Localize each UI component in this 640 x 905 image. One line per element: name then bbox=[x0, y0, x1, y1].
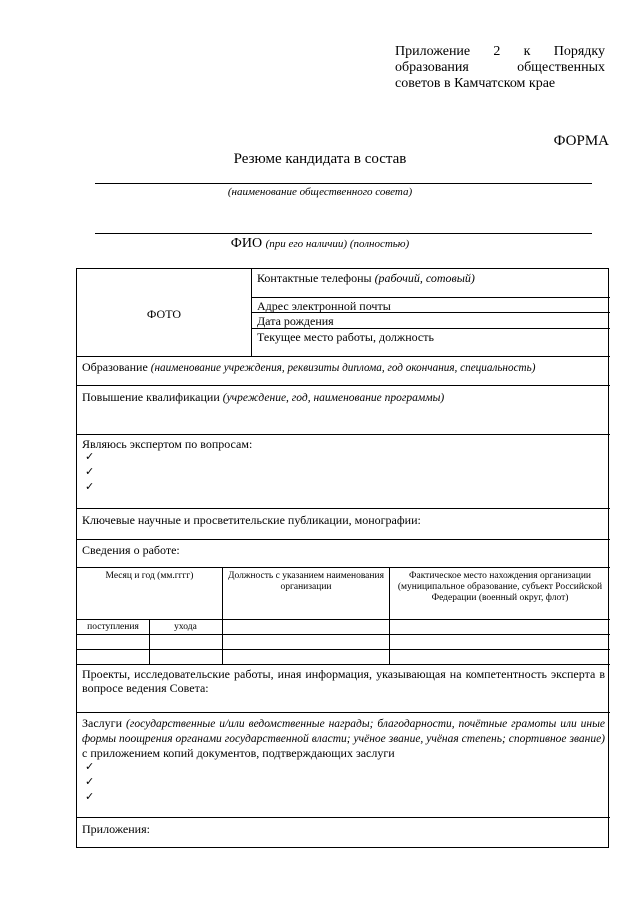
qualification-label: Повышение квалификации bbox=[82, 390, 220, 404]
qualification-hint: (учреждение, год, наименование программы) bbox=[222, 392, 445, 404]
check-mark: ✓ bbox=[85, 450, 95, 463]
education-field bbox=[82, 360, 607, 375]
phones-label: Контактные телефоны bbox=[257, 271, 372, 285]
row-divider bbox=[77, 567, 610, 568]
merits-label: Заслуги bbox=[82, 716, 122, 730]
phones-hint: (рабочий, сотовый) bbox=[374, 271, 475, 285]
publications-label: Ключевые научные и просветительские публикации, монографии: bbox=[82, 513, 421, 527]
row-divider bbox=[77, 664, 610, 665]
row-divider bbox=[77, 634, 610, 635]
projects-label: Проекты, исследовательские работы, иная информация, указывающая на компетентность эксперта в вопросе ведения Совета: bbox=[82, 667, 605, 695]
council-name-line bbox=[95, 183, 592, 184]
row-divider bbox=[77, 508, 610, 509]
fio-label: ФИО bbox=[230, 236, 263, 251]
attachments-label: Приложения: bbox=[82, 822, 150, 836]
row-divider bbox=[251, 328, 610, 329]
col-location: Фактическое место нахождения организации (муниципальное образование, субъект Российской Федерации (военный округ, флот) bbox=[397, 571, 603, 603]
form-label: ФОРМА bbox=[553, 133, 609, 149]
appendix-word: 2 bbox=[493, 44, 501, 59]
check-mark: ✓ bbox=[85, 760, 95, 773]
email-label: Адрес электронной почты bbox=[257, 299, 391, 313]
check-mark: ✓ bbox=[85, 775, 95, 788]
merits-tail: с приложением копий документов, подтверждающих заслуги bbox=[82, 746, 395, 760]
row-divider bbox=[77, 539, 610, 540]
page-title: Резюме кандидата в состав bbox=[233, 151, 407, 167]
row-divider bbox=[77, 712, 610, 713]
check-mark: ✓ bbox=[85, 480, 95, 493]
appendix-line: советов в Камчатском крае bbox=[395, 76, 556, 91]
appendix-word: образования bbox=[395, 60, 469, 75]
col-start: поступления bbox=[87, 622, 139, 632]
appendix-word: Приложение bbox=[395, 44, 471, 59]
appendix-note bbox=[395, 44, 605, 92]
col-position: Должность с указанием наименования организации bbox=[228, 571, 384, 592]
education-label: Образование bbox=[82, 360, 148, 374]
fio-hint: (при его наличии) (полностью) bbox=[265, 238, 410, 250]
birth-label: Дата рождения bbox=[257, 314, 334, 328]
merits-field bbox=[82, 716, 605, 760]
qualification-field bbox=[82, 390, 444, 405]
row-divider bbox=[77, 385, 610, 386]
check-mark: ✓ bbox=[85, 790, 95, 803]
row-divider bbox=[77, 434, 610, 435]
col-period: Месяц и год (мм.гггг) bbox=[105, 571, 194, 581]
merits-hint: (государственные и/или ведомственные награды; благодарности, почётные грамоты или иные формы поощрения органами государственной власти; учёное звание, учёная степень; спортивное звание) bbox=[82, 718, 605, 745]
row-divider bbox=[77, 619, 610, 620]
council-caption: (наименование общественного совета) bbox=[227, 186, 413, 198]
appendix-word: к bbox=[523, 44, 531, 59]
appendix-word: общественных bbox=[517, 60, 605, 75]
check-mark: ✓ bbox=[85, 465, 95, 478]
resume-form bbox=[76, 268, 609, 848]
row-divider bbox=[77, 356, 610, 357]
row-divider bbox=[77, 649, 610, 650]
row-divider bbox=[77, 817, 610, 818]
fio-line bbox=[95, 233, 592, 234]
row-divider bbox=[251, 312, 610, 313]
row-divider bbox=[251, 297, 610, 298]
phones-field bbox=[257, 271, 475, 285]
work-title: Сведения о работе: bbox=[82, 543, 180, 557]
col-end: ухода bbox=[174, 622, 197, 632]
appendix-word: Порядку bbox=[553, 44, 605, 59]
fio-caption bbox=[0, 236, 640, 252]
education-hint: (наименование учреждения, реквизиты диплома, год окончания, специальность) bbox=[150, 362, 536, 374]
photo-label: ФОТО bbox=[146, 307, 182, 321]
workplace-label: Текущее место работы, должность bbox=[257, 330, 434, 344]
expert-label: Являюсь экспертом по вопросам: bbox=[82, 437, 253, 451]
